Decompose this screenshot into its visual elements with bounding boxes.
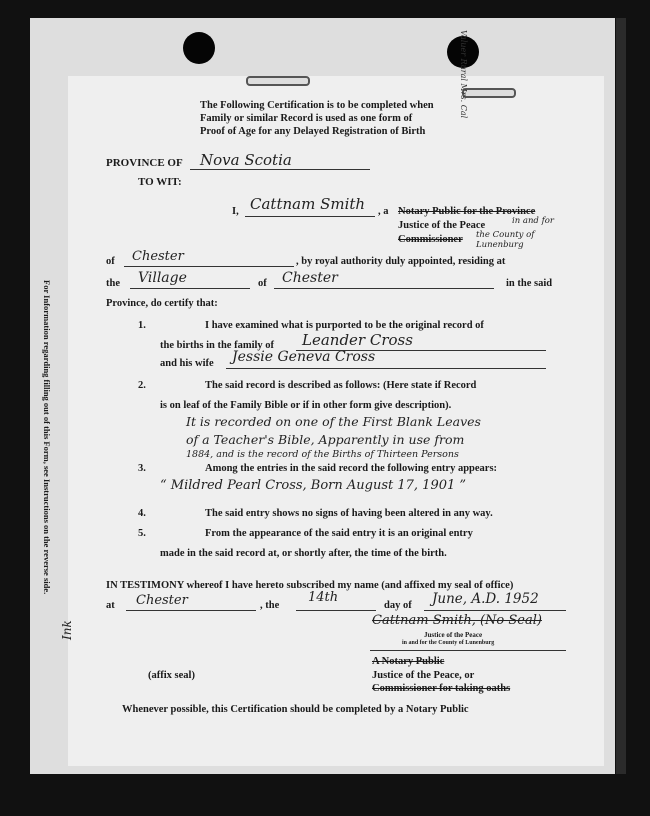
the-label-2: , the (260, 600, 280, 611)
margin-handwriting: Valuer Rural Mrs. Cal (459, 30, 468, 119)
item-5-number: 5. (138, 528, 146, 539)
testimony-text: IN TESTIMONY whereof I have hereto subscribed my name (and affixed my seal of office) (106, 580, 514, 591)
officer-suffix: , a (378, 206, 389, 217)
ink-mark: Ink (60, 620, 74, 640)
justice-of-peace-title: Justice of the Peace (398, 220, 486, 231)
birth-entry: “ Mildred Pearl Cross, Born August 17, 1901 ” (160, 478, 467, 493)
record-description-2: of a Teacher's Bible, Apparently in use from (186, 432, 465, 447)
record-description-1: It is recorded on one of the First Blank Leaves (186, 414, 481, 429)
item-1-number: 1. (138, 320, 146, 331)
item-1-text-2: the births in the family of (160, 340, 275, 351)
officer-name: Cattnam Smith (250, 195, 366, 213)
province-line (190, 169, 370, 170)
month-line (424, 610, 566, 611)
jp-stamp-2: in and for the County of Lunenburg (402, 640, 495, 646)
officer-signature: Cattnam Smith, (No Seal) (372, 613, 542, 628)
of-label: of (106, 256, 115, 267)
item-4-text: The said entry shows no signs of having been altered in any way. (205, 508, 493, 519)
of-label-2: of (258, 278, 267, 289)
province-certify: Province, do certify that: (106, 298, 218, 309)
village-line (130, 288, 250, 289)
village-value: Village (138, 270, 187, 286)
item-2-text: The said record is described as follows: (Here state if Record (205, 380, 477, 391)
item-3-number: 3. (138, 463, 146, 474)
footer-note: Whenever possible, this Certification should be completed by a Notary Public (122, 704, 469, 715)
commissioner-oaths-struck: Commissioner for taking oaths (372, 683, 511, 694)
item-2-number: 2. (138, 380, 146, 391)
in-the-said: in the said (506, 278, 553, 289)
header-line-2: Family or similar Record is used as one form of (200, 113, 413, 124)
item-5-text: From the appearance of the said entry it is an original entry (205, 528, 473, 539)
residence-value: Chester (282, 270, 338, 286)
side-note-text: For Information regarding filling out of this Form, see Instructions on the reverse side. (42, 280, 52, 595)
of-line-text: , by royal authority duly appointed, residing at (296, 256, 506, 267)
signature-line (370, 650, 566, 651)
county-handwriting: the County of Lunenburg (476, 230, 535, 250)
notary-public-struck: Notary Public for the Province (398, 206, 536, 217)
residence-line (274, 288, 494, 289)
item-2-text-2: is on leaf of the Family Bible or if in other form give description). (160, 400, 452, 411)
place-line (126, 610, 256, 611)
day-line (296, 610, 376, 611)
day-of-label: day of (384, 600, 412, 611)
officer-prefix: I, (232, 206, 239, 217)
province-label: PROVINCE OF (106, 157, 183, 169)
jp-stamp-1: Justice of the Peace (424, 631, 483, 639)
item-5-text-2: made in the said record at, or shortly after, the time of the birth. (160, 548, 447, 559)
testimony-place: Chester (136, 593, 188, 608)
province-value: Nova Scotia (200, 151, 292, 169)
side-instructions-note (40, 280, 52, 660)
staple-icon (246, 76, 310, 86)
the-label: the (106, 278, 120, 289)
title-handwriting: in and for (512, 216, 554, 226)
record-description-3: 1884, and is the record of the Births of Thirteen Persons (186, 449, 459, 460)
binding-strip (616, 18, 626, 774)
officer-name-line (245, 216, 375, 217)
wife-label: and his wife (160, 358, 214, 369)
commissioner-struck: Commissioner (398, 234, 463, 245)
of-value: Chester (132, 249, 184, 264)
header-line-3: Proof of Age for any Delayed Registration of Birth (200, 126, 426, 137)
wife-line (226, 368, 546, 369)
testimony-day: 14th (308, 590, 339, 605)
header-line-1: The Following Certification is to be completed when (200, 100, 434, 111)
staple-icon (462, 88, 516, 98)
to-wit-label: TO WIT: (138, 176, 182, 188)
item-4-number: 4. (138, 508, 146, 519)
affix-seal: (affix seal) (148, 670, 195, 681)
punch-hole-left (183, 32, 215, 64)
notary-public-struck-2: A Notary Public (372, 656, 445, 667)
of-line (124, 266, 294, 267)
item-3-text: Among the entries in the said record the following entry appears: (205, 463, 498, 474)
wife-name: Jessie Geneva Cross (232, 349, 376, 365)
at-label: at (106, 600, 115, 611)
justice-of-peace-or: Justice of the Peace, or (372, 670, 475, 681)
item-1-text: I have examined what is purported to be the original record of (205, 320, 484, 331)
testimony-month-year: June, A.D. 1952 (432, 591, 539, 607)
family-name: Leander Cross (302, 331, 413, 349)
